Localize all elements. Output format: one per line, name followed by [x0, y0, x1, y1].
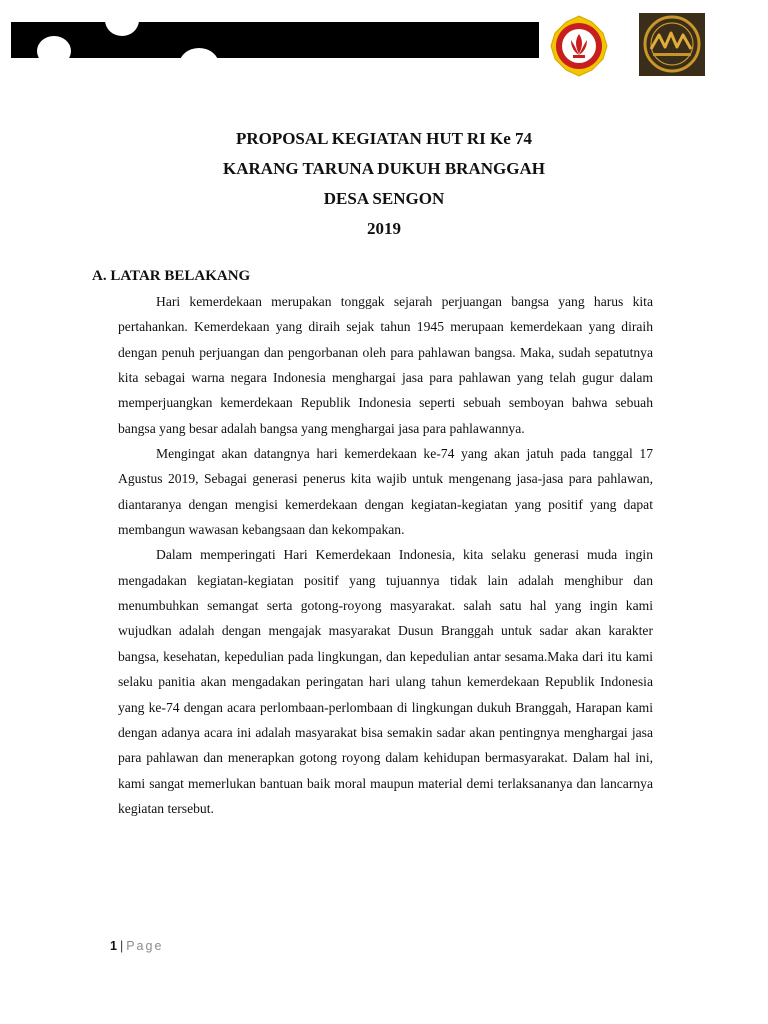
section-body: [118, 289, 653, 821]
header-dot: [179, 48, 219, 58]
section-heading: A. LATAR BELAKANG: [92, 268, 251, 284]
title-line-3: DESA SENGON: [323, 189, 445, 208]
title-line-1: PROPOSAL KEGIATAN HUT RI Ke 74: [235, 129, 533, 148]
page-number: 1: [110, 939, 117, 953]
karang-taruna-emblem-icon: [547, 14, 611, 78]
title-line-2: KARANG TARUNA DUKUH BRANGGAH: [223, 159, 545, 178]
paragraph-3: Dalam memperingati Hari Kemerdekaan Indonesia, kita selaku generasi muda ingin mengadakan kegiatan-kegiatan positif yang tujuannya tidak lain adalah menghibur dan menumbuhkan semangat serta gotong-royong masyarakat. salah satu hal yang ingin kami wujudkan adalah dengan mengajak masyarakat Dusun Branggah untuk sadar akan karakter bangsa, kesehatan, kepedulian pada lingkungan, dan kepedulian antar sesama.Maka dari itu kami selaku panitia akan mengadakan peringatan hari ulang tahun kemerdekaan Republik Indonesia yang ke-74 dengan acara perlombaan-perlombaan di lingkungan dukuh Branggah, Harapan kami dengan adanya acara ini adalah masyarakat bisa semakin sadar akan pentingnya menghargai jasa para pahlawan dan menerapkan gotong royong dalam kehidupan bermasyarakat. Dalam hal ini, kami sangat memerlukan bantuan baik moral maupun material demi terlaksananya dan lancarnya kegiatan tersebut.: [118, 547, 653, 816]
document-title: [0, 124, 768, 244]
title-line-4: 2019: [367, 219, 401, 238]
page-footer: [110, 939, 163, 953]
arah-community-logo-icon: [639, 13, 705, 76]
header-dot: [37, 36, 71, 58]
footer-separator: |: [119, 939, 124, 953]
page-label: Page: [126, 939, 164, 953]
paragraph-2: Mengingat akan datangnya hari kemerdekaan ke-74 yang akan jatuh pada tanggal 17 Agustus 2019, Sebagai generasi penerus kita wajib untuk mengenang jasa-jasa para pahlawan, diantaranya dengan mengisi kemerdekaan dengan kegiatan-kegiatan yang positif yang dapat membangun wawasan kebangsaan dan kekompakan.: [118, 446, 653, 538]
paragraph-1: Hari kemerdekaan merupakan tonggak sejarah perjuangan bangsa yang harus kita pertahankan. Kemerdekaan yang diraih sejak tahun 1945 merupaan kemerdekaan yang diraih dengan penuh perjuangan dan pengorbanan oleh para pahlawan bangsa. Maka, sudah sepatutnya kita sebagai warna negara Indonesia menghargai jasa para pahlawan yang telah gugur dalam memperjuangkan kemerdekaan Republik Indonesia seperti sebuah semboyan bahwa sebuah bangsa yang besar adalah bangsa yang menghargai jasa para pahlawannya.: [118, 294, 653, 436]
header-dot: [105, 22, 139, 36]
header-decorative-bar: [11, 22, 539, 58]
